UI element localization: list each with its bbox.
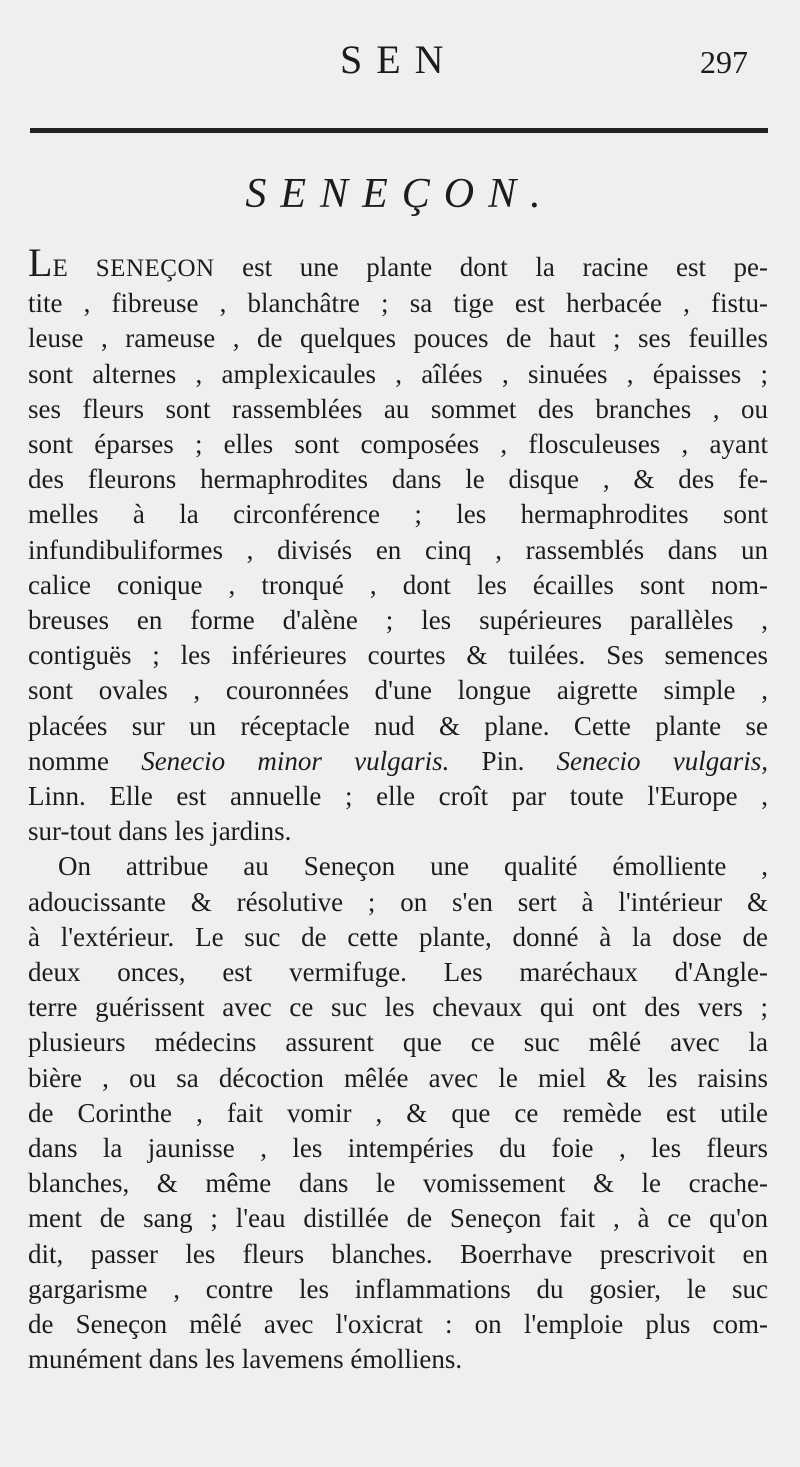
text-line: breuses en forme d'alène ; les supérieures parallèles , (28, 605, 768, 636)
text-line: ses fleurs sont rassemblées au sommet des branches , ou (28, 393, 768, 424)
text-line: dit, passer les fleurs blanches. Boerrhave prescrivoit en (28, 1238, 768, 1269)
text-line: Linn. Elle est annuelle ; elle croît par toute l'Europe , (28, 781, 768, 812)
text-line: plusieurs médecins assurent que ce suc mêlé avec la (28, 1027, 768, 1058)
text-line: à l'extérieur. Le suc de cette plante, donné à la dose de (28, 921, 768, 952)
running-head (0, 36, 800, 96)
text-line: terre guérissent avec ce suc les chevaux qui ont des vers ; (28, 992, 768, 1023)
header-rule (30, 128, 768, 133)
text-line: des fleurons hermaphrodites dans le disque , & des fe- (28, 464, 768, 495)
text-line: deux onces, est vermifuge. Les maréchaux d'Angle- (28, 957, 768, 988)
text-line (28, 240, 768, 286)
entry-title: SENEÇON. (245, 171, 555, 217)
text-line: contiguës ; les inférieures courtes & tuilées. Ses semences (28, 640, 768, 671)
line-text: Pin. (449, 745, 557, 776)
text-line: sur-tout dans les jardins. (28, 816, 292, 847)
text-line: placées sur un réceptacle nud & plane. Cette plante se (28, 710, 768, 741)
text-line: On attribue au Seneçon une qualité émolliente , (58, 851, 768, 882)
text-line: tite , fibreuse , blanchâtre ; sa tige est herbacée , fistu- (28, 288, 768, 319)
drop-cap: L (28, 240, 53, 285)
text-line: dans la jaunisse , les intempéries du foie , les fleurs (28, 1133, 768, 1164)
text-line: sont éparses ; elles sont composées , flosculeuses , ayant (28, 429, 768, 460)
text-line: de Corinthe , fait vomir , & que ce remède est utile (28, 1097, 768, 1128)
entry-body (28, 240, 768, 1378)
text-line: melles à la circonférence ; les hermaphrodites sont (28, 499, 768, 530)
line-text: nomme (28, 745, 142, 776)
text-line: gargarisme , contre les inflammations du gosier, le suc (28, 1273, 768, 1304)
page-number: 297 (700, 44, 748, 80)
text-line: ment de sang ; l'eau distillée de Seneçon fait , à ce qu'on (28, 1203, 768, 1234)
text-line: sont alternes , amplexicaules , aîlées , sinuées , épaisses ; (28, 358, 768, 389)
text-line: calice conique , tronqué , dont les écailles sont nom- (28, 569, 768, 600)
lead-word: E SENEÇON (52, 255, 215, 282)
text-line: infundibuliformes , divisés en cinq , rassemblés dans un (28, 534, 768, 565)
line-text: est une plante dont la racine est pe- (214, 252, 768, 282)
text-line (28, 744, 768, 779)
text-line: adoucissante & résolutive ; on s'en sert à l'intérieur & (28, 886, 768, 917)
latin-name: Senecio vulgaris, (556, 745, 768, 776)
text-line: leuse , rameuse , de quelques pouces de haut ; ses feuilles (28, 323, 768, 354)
text-line: sont ovales , couronnées d'une longue aigrette simple , (28, 675, 768, 706)
text-line: bière , ou sa décoction mêlée avec le miel & les raisins (28, 1062, 768, 1093)
latin-name: Senecio minor vulgaris. (141, 745, 450, 776)
text-line: de Seneçon mêlé avec l'oxicrat : on l'emploie plus com- (28, 1309, 768, 1340)
text-line: munément dans les lavemens émolliens. (28, 1344, 463, 1375)
text-line: blanches, & même dans le vomissement & le crache- (28, 1168, 768, 1199)
running-head-word: SEN (340, 37, 458, 82)
